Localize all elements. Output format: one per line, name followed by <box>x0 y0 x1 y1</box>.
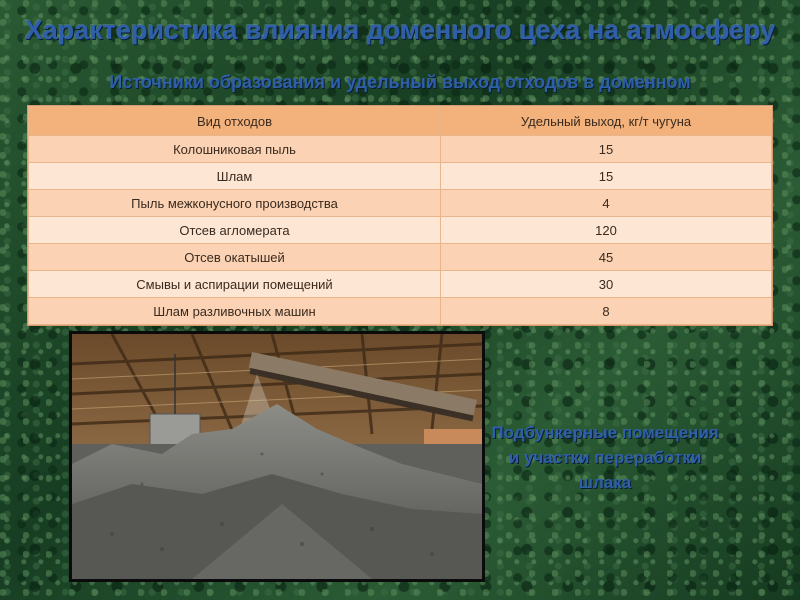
cell-output-value: 15 <box>441 163 772 190</box>
table-row <box>29 244 772 271</box>
cell-waste-type: Пыль межконусного производства <box>29 190 441 217</box>
cell-output-value: 4 <box>441 190 772 217</box>
cell-output-value: 45 <box>441 244 772 271</box>
table-row <box>29 217 772 244</box>
cell-output-value: 15 <box>441 136 772 163</box>
slide-subtitle: Источники образования и удельный выход отходов в доменном <box>109 72 691 92</box>
table-row <box>29 190 772 217</box>
cell-output-value: 8 <box>441 298 772 325</box>
header-specific-output: Удельный выход, кг/т чугуна <box>441 107 772 136</box>
waste-table <box>27 105 773 326</box>
table-header-row <box>29 107 772 136</box>
cell-waste-type: Смывы и аспирации помещений <box>29 271 441 298</box>
table-row <box>29 163 772 190</box>
cell-waste-type: Колошниковая пыль <box>29 136 441 163</box>
cell-output-value: 30 <box>441 271 772 298</box>
cell-output-value: 120 <box>441 217 772 244</box>
photo-caption: Подбункерные помещения и участки переработки шлака <box>491 423 719 492</box>
slag-processing-photo <box>69 331 485 582</box>
cell-waste-type: Шлам <box>29 163 441 190</box>
slide-title: Характеристика влияния доменного цеха на атмосферу <box>24 15 776 45</box>
cell-waste-type: Отсев агломерата <box>29 217 441 244</box>
header-waste-type: Вид отходов <box>29 107 441 136</box>
table-row <box>29 136 772 163</box>
cell-waste-type: Отсев окатышей <box>29 244 441 271</box>
table-row <box>29 298 772 325</box>
table-row <box>29 271 772 298</box>
cell-waste-type: Шлам разливочных машин <box>29 298 441 325</box>
